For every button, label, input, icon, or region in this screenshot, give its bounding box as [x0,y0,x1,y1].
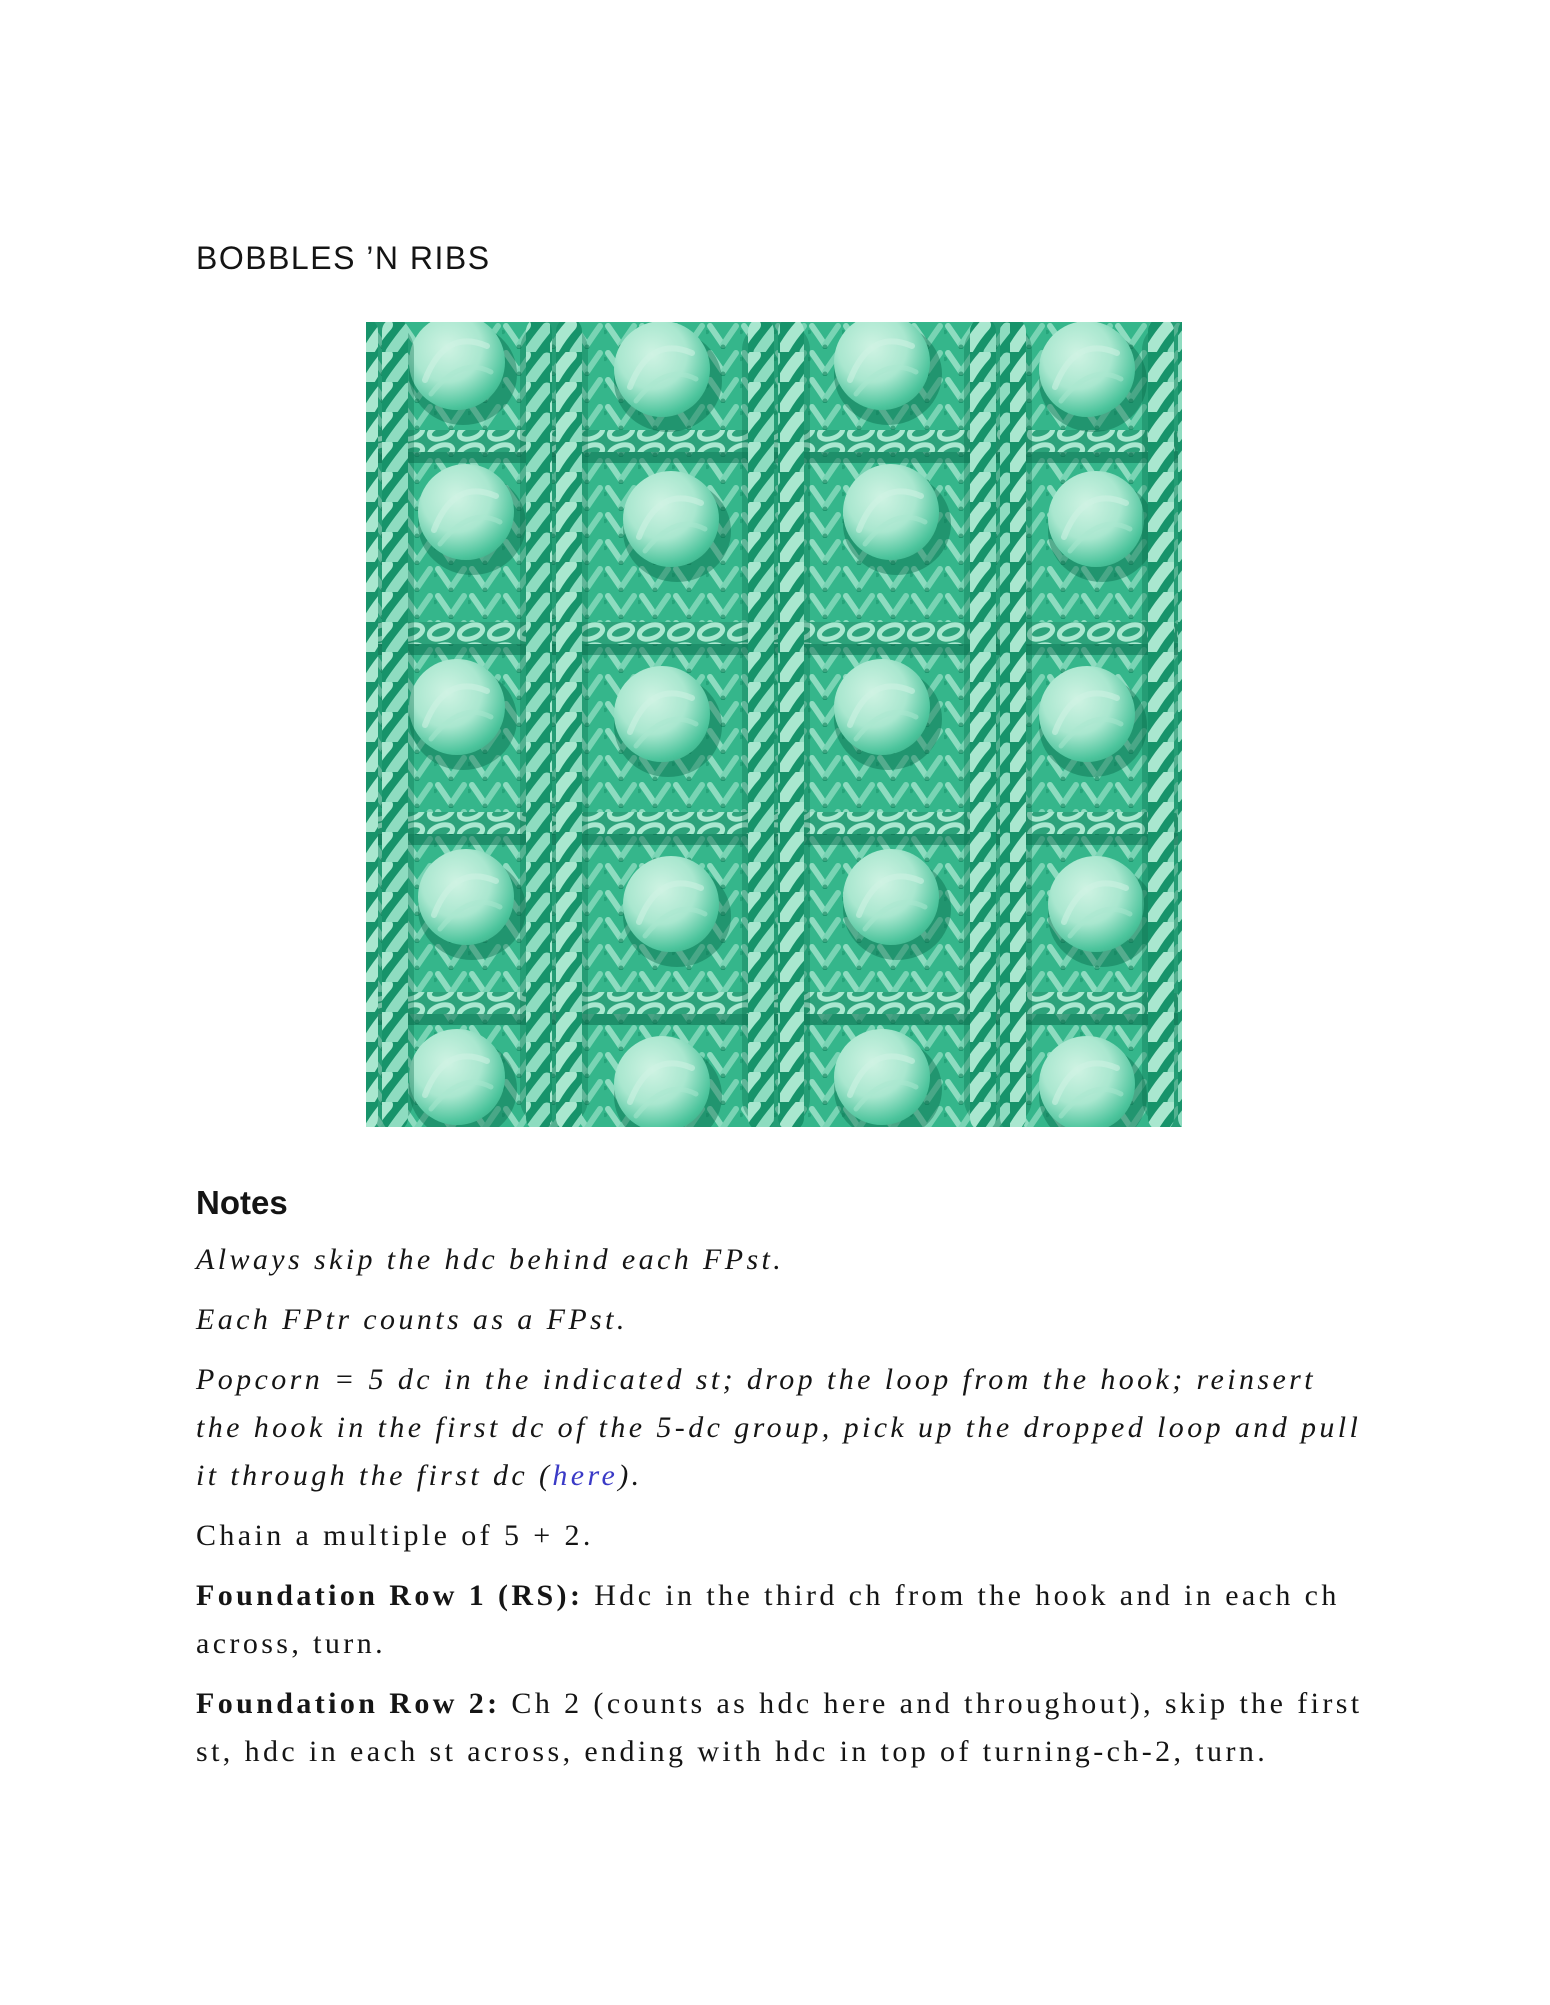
foundation-row-2-text: Ch 2 (counts as hdc here and throughout), skip the first st, hdc in each st across, ending with hdc in top of turning-ch-2, turn. [196,1687,1363,1768]
foundation-row-2-label: Foundation Row 2: [196,1687,501,1720]
note-paragraph-2: Each FPtr counts as a FPst. [196,1303,628,1336]
foundation-row-1 [196,1572,1372,1668]
note-paragraph-popcorn [196,1356,1372,1500]
popcorn-text-after: ). [618,1459,643,1492]
chain-instruction: Chain a multiple of 5 + 2. [196,1519,594,1552]
foundation-row-1-text: Hdc in the third ch from the hook and in each ch across, turn. [196,1579,1340,1660]
pattern-text [196,1236,1372,1788]
popcorn-text-before: Popcorn = 5 dc in the indicated st; drop the loop from the hook; reinsert the hook in the first dc of the 5-dc group, pick up the dropped loop and pull it through the first dc ( [196,1363,1362,1492]
crochet-swatch-image [366,322,1182,1127]
foundation-row-1-label: Foundation Row 1 (RS): [196,1579,584,1612]
here-link[interactable]: here [552,1459,619,1492]
swatch-photo [366,322,1182,1127]
notes-heading: Notes [196,1184,288,1221]
note-paragraph-1: Always skip the hdc behind each FPst. [196,1243,785,1276]
page-title: BOBBLES ’N RIBS [196,240,491,276]
foundation-row-2 [196,1680,1372,1776]
